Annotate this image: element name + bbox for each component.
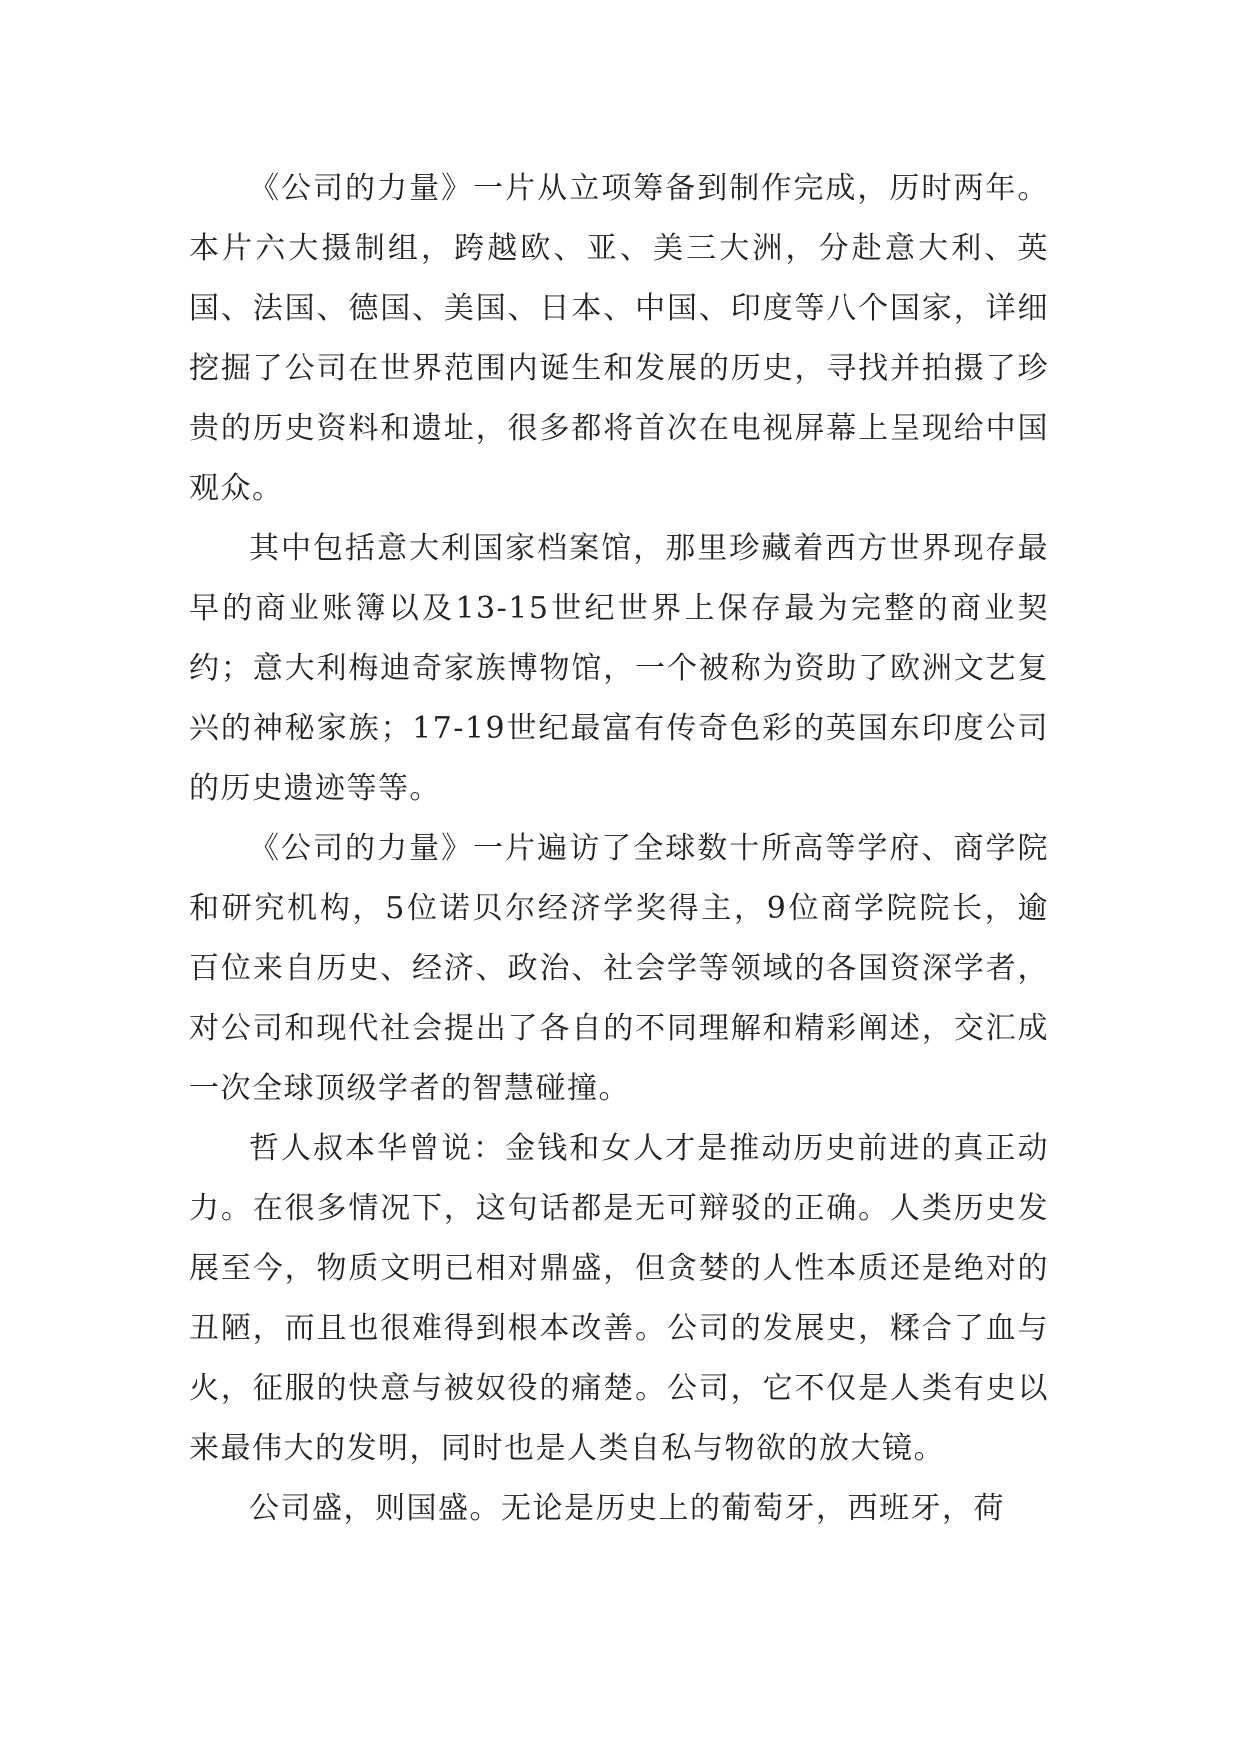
paragraph-4: 哲人叔本华曾说：金钱和女人才是推动历史前进的真正动力。在很多情况下，这句话都是无可辩驳的正确。人类历史发展至今，物质文明已相对鼎盛，但贪婪的人性本质还是绝对的丑陋，而且也很难得到根本改善。公司的发展史，糅合了血与火，征服的快意与被奴役的痛楚。公司，它不仅是人类有史以来最伟大的发明，同时也是人类自私与物欲的放大镜。 — [189, 1131, 1049, 1466]
document-body — [189, 159, 1049, 1539]
paragraph-5: 公司盛，则国盛。无论是历史上的葡萄牙，西班牙，荷 — [249, 1491, 1005, 1526]
paragraph-1: 《公司的力量》一片从立项筹备到制作完成，历时两年。本片六大摄制组，跨越欧、亚、美三大洲，分赴意大利、英国、法国、德国、美国、日本、中国、印度等八个国家，详细挖掘了公司在世界范围内诞生和发展的历史，寻找并拍摄了珍贵的历史资料和遗址，很多都将首次在电视屏幕上呈现给中国观众。 — [189, 171, 1049, 506]
paragraph-3: 《公司的力量》一片遍访了全球数十所高等学府、商学院和研究机构，5位诺贝尔经济学奖得主，9位商学院院长，逾百位来自历史、经济、政治、社会学等领域的各国资深学者，对公司和现代社会提出了各自的不同理解和精彩阐述，交汇成一次全球顶级学者的智慧碰撞。 — [189, 831, 1049, 1106]
paragraph-2: 其中包括意大利国家档案馆，那里珍藏着西方世界现存最早的商业账簿以及13-15世纪世界上保存最为完整的商业契约；意大利梅迪奇家族博物馆，一个被称为资助了欧洲文艺复兴的神秘家族；17-19世纪最富有传奇色彩的英国东印度公司的历史遗迹等等。 — [189, 531, 1049, 806]
